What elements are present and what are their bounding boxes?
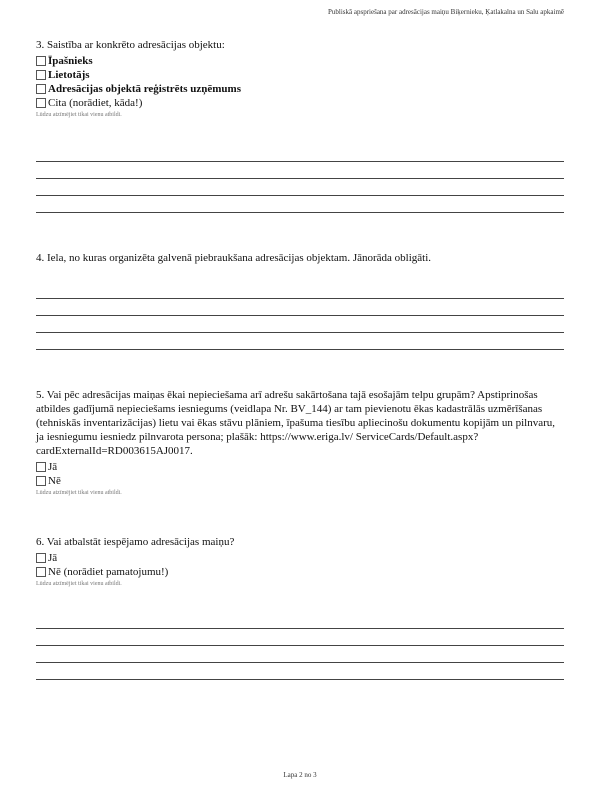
answer-line — [36, 628, 564, 629]
checkbox-no[interactable] — [36, 476, 46, 486]
checkbox-yes[interactable] — [36, 462, 46, 472]
option-yes[interactable] — [36, 460, 564, 474]
answer-line — [36, 178, 564, 179]
answer-line — [36, 645, 564, 646]
answer-line — [36, 212, 564, 213]
checkbox-other[interactable] — [36, 98, 46, 108]
answer-line — [36, 195, 564, 196]
answer-line — [36, 315, 564, 316]
option-company-label: Adresācijas objektā reģistrēts uzņēmums — [48, 83, 241, 95]
answer-line — [36, 161, 564, 162]
answer-lines-q4[interactable] — [36, 298, 564, 366]
question-5-hint: Lūdzu atzīmējiet tikai vienu atbildi. — [36, 490, 122, 496]
option-other-label: Cita (norādiet, kāda!) — [48, 97, 143, 109]
checkbox-user[interactable] — [36, 70, 46, 80]
option-support-yes-label: Jā — [48, 552, 58, 564]
answer-line — [36, 349, 564, 350]
question-5-title: 5. Vai pēc adresācijas maiņas ēkai nepieciešama arī adrešu sakārtošana tajā esošajām telpu grupām? Apstiprinošas atbildes gadījumā nepieciešams iesniegums (veidlapa Nr. BV_144) ar tam pievienotu ēkas kadastrālās uzmērīšanas (tehniskās inventarizācijas) lietu vai ēkas stāvu plāniem, īpašuma tiesību apliecinošu dokumentu kopijām un pilnvaru, ja iesniegumu iesniedz pilnvarota persona; plašāk: https://www.eriga.lv/ ServiceCards/Default.aspx?cardExternalId=RD003615AJ0017. — [36, 389, 556, 457]
answer-line — [36, 679, 564, 680]
option-owner-label: Īpašnieks — [48, 55, 93, 67]
question-6-title: 6. Vai atbalstāt iespējamo adresācijas maiņu? — [36, 536, 235, 548]
answer-line — [36, 332, 564, 333]
question-5 — [36, 388, 564, 496]
answer-lines-q6[interactable] — [36, 628, 564, 696]
question-4-title: 4. Iela, no kuras organizēta galvenā piebraukšana adresācijas objektam. Jānorāda obligāti. — [36, 252, 432, 264]
option-support-no-label: Nē (norādiet pamatojumu!) — [48, 566, 169, 578]
question-3-title: 3. Saistība ar konkrēto adresācijas objektu: — [36, 39, 225, 51]
answer-line — [36, 298, 564, 299]
question-6-hint: Lūdzu atzīmējiet tikai vienu atbildi. — [36, 581, 122, 587]
option-support-yes[interactable] — [36, 551, 564, 565]
checkbox-company[interactable] — [36, 84, 46, 94]
checkbox-owner[interactable] — [36, 56, 46, 66]
question-3-hint: Lūdzu atzīmējiet tikai vienu atbildi. — [36, 112, 122, 118]
option-other[interactable] — [36, 96, 564, 110]
answer-lines-q3[interactable] — [36, 161, 564, 229]
option-no-label: Nē — [48, 475, 61, 487]
checkbox-support-yes[interactable] — [36, 553, 46, 563]
option-company[interactable] — [36, 82, 564, 96]
option-owner[interactable] — [36, 54, 564, 68]
question-6 — [36, 535, 564, 587]
checkbox-support-no[interactable] — [36, 567, 46, 577]
option-user[interactable] — [36, 68, 564, 82]
question-3 — [36, 38, 564, 118]
option-yes-label: Jā — [48, 461, 58, 473]
option-no[interactable] — [36, 474, 564, 488]
answer-line — [36, 662, 564, 663]
question-4 — [36, 251, 564, 265]
page-header: Publiskā apspriešana par adresācijas maiņu Biķernieku, Ķatlakalna un Salu apkaimē — [328, 8, 564, 16]
page-number: Lapa 2 no 3 — [283, 771, 317, 779]
option-support-no[interactable] — [36, 565, 564, 579]
option-user-label: Lietotājs — [48, 69, 90, 81]
